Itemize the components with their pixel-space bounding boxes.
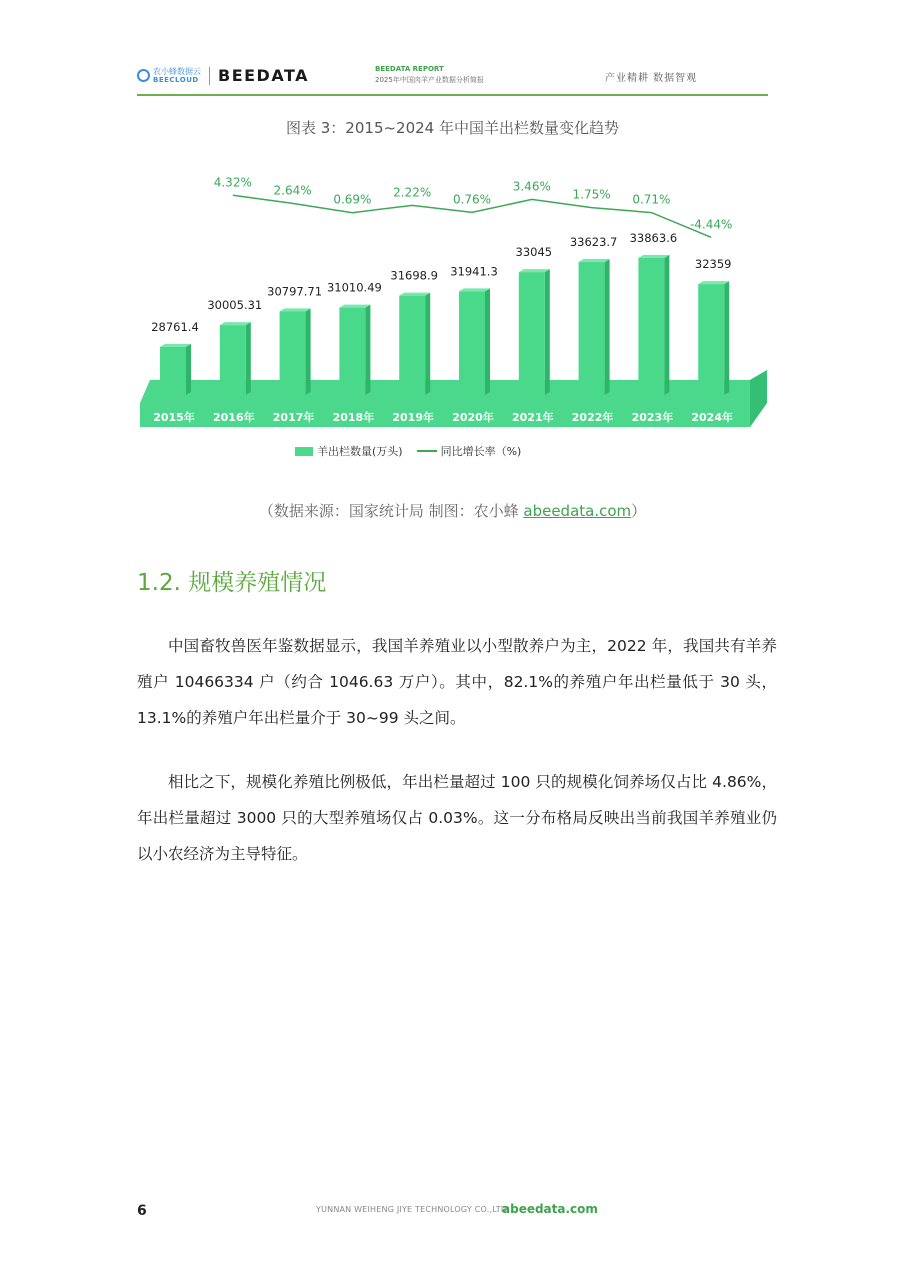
paragraph-2: 相比之下，规模化养殖比例极低，年出栏量超过 100 只的规模化饲养场仅占比 4.86%，年出栏量超过 3000 只的大型养殖场仅占 0.03%。这一分布格局反映出当前我国羊养殖业仍以小农经济为主导特征。 bbox=[137, 773, 777, 863]
bar-side bbox=[365, 305, 370, 395]
bar bbox=[280, 311, 306, 395]
report-title bbox=[375, 65, 484, 85]
paragraph-1: 中国畜牧兽医年鉴数据显示，我国羊养殖业以小型散养户为主，2022 年，我国共有羊养殖户 10466334 户（约合 1046.63 万户）。其中，82.1%的养殖户年出栏量低于 30 头，13.1%的养殖户年出栏量介于 30~99 头之间。 bbox=[137, 637, 777, 727]
chart-legend bbox=[295, 443, 521, 459]
bar-top bbox=[160, 344, 191, 347]
category-label: 2022年 bbox=[571, 411, 614, 424]
legend-bar-swatch bbox=[295, 447, 313, 456]
source-link[interactable]: abeedata.com bbox=[523, 502, 632, 520]
bar-value-label: 33045 bbox=[515, 245, 553, 260]
bar bbox=[698, 284, 724, 395]
bar bbox=[579, 262, 605, 395]
bar-value-label: 32359 bbox=[694, 257, 732, 272]
logo-divider bbox=[209, 67, 210, 85]
bar-side bbox=[605, 259, 610, 395]
page-number: 6 bbox=[137, 1203, 147, 1219]
category-label: 2024年 bbox=[691, 411, 734, 424]
bar-top bbox=[339, 305, 370, 308]
category-label: 2023年 bbox=[631, 411, 674, 424]
logo-cn: 农小蜂数据云 bbox=[153, 67, 201, 76]
bar-top bbox=[519, 269, 550, 272]
logo bbox=[137, 66, 309, 85]
growth-rate-label: 2.64% bbox=[273, 183, 312, 198]
bar-side bbox=[485, 288, 490, 395]
bar bbox=[220, 325, 246, 395]
bar-side bbox=[246, 322, 251, 395]
bar-value-label: 33863.6 bbox=[629, 230, 678, 245]
beecloud-logo-icon bbox=[137, 69, 150, 82]
bar-side bbox=[186, 344, 191, 395]
bar-top bbox=[220, 322, 251, 325]
bar-side bbox=[545, 269, 550, 395]
chart-source bbox=[0, 500, 905, 521]
logo-en: BEECLOUD bbox=[153, 76, 199, 84]
footer-site[interactable]: abeedata.com bbox=[502, 1202, 598, 1216]
legend-line-swatch bbox=[417, 450, 437, 452]
bar-top bbox=[579, 259, 610, 262]
bar-side bbox=[306, 308, 311, 395]
bar-top bbox=[638, 255, 669, 258]
bar-side bbox=[425, 293, 430, 395]
bar-top bbox=[459, 288, 490, 291]
growth-rate-label: 0.71% bbox=[632, 192, 671, 207]
source-text: （数据来源：国家统计局 制图：农小蜂 bbox=[258, 502, 524, 520]
sheep-slaughter-chart bbox=[130, 170, 775, 435]
bar-top bbox=[399, 293, 430, 296]
bar-value-label: 31941.3 bbox=[450, 264, 498, 279]
category-label: 2016年 bbox=[212, 411, 255, 424]
legend-bar-label: 羊出栏数量(万头) bbox=[317, 445, 403, 458]
source-suffix: ） bbox=[631, 502, 647, 520]
bar bbox=[160, 347, 186, 395]
footer-company: YUNNAN WEIHENG JIYE TECHNOLOGY CO.,LTD. bbox=[316, 1205, 510, 1214]
category-label: 2020年 bbox=[452, 411, 494, 424]
category-label: 2017年 bbox=[272, 411, 315, 424]
bar-side bbox=[664, 255, 669, 395]
bar-value-label: 30797.71 bbox=[267, 284, 323, 299]
legend-line-label: 同比增长率（%) bbox=[440, 445, 522, 458]
growth-rate-label: 4.32% bbox=[213, 175, 252, 190]
bar-top bbox=[698, 281, 729, 284]
growth-rate-label: -4.44% bbox=[689, 217, 733, 232]
bar bbox=[339, 308, 365, 395]
growth-rate-label: 2.22% bbox=[393, 185, 432, 200]
brand-name: BEEDATA bbox=[218, 66, 310, 85]
bar-value-label: 33623.7 bbox=[569, 235, 618, 250]
bar-value-label: 31010.49 bbox=[326, 280, 382, 295]
report-title-en: BEEDATA REPORT bbox=[375, 65, 444, 73]
bar bbox=[638, 258, 664, 395]
logo-text bbox=[153, 67, 201, 84]
bar-top bbox=[280, 308, 311, 311]
category-label: 2019年 bbox=[392, 411, 435, 424]
category-label: 2015年 bbox=[153, 411, 195, 424]
bar-value-label: 28761.4 bbox=[151, 319, 199, 334]
bar bbox=[399, 296, 425, 395]
bar-value-label: 31698.9 bbox=[390, 268, 438, 283]
section-heading: 1.2. 规模养殖情况 bbox=[137, 570, 327, 596]
page-header bbox=[137, 62, 768, 96]
chart-title: 图表 3：2015~2024 年中国羊出栏数量变化趋势 bbox=[286, 119, 619, 137]
bar bbox=[459, 291, 485, 395]
report-title-cn: 2025年中国肉羊产业数据分析简报 bbox=[375, 76, 484, 84]
category-label: 2021年 bbox=[511, 411, 554, 424]
header-slogan: 产业精耕 数据智观 bbox=[605, 73, 698, 84]
category-label: 2018年 bbox=[332, 411, 375, 424]
bar-side bbox=[724, 281, 729, 395]
header-divider bbox=[137, 94, 768, 96]
bar-value-label: 30005.31 bbox=[207, 298, 263, 313]
bar bbox=[519, 272, 545, 395]
growth-rate-label: 0.76% bbox=[452, 192, 492, 207]
chart-platform-side bbox=[750, 370, 767, 427]
growth-rate-label: 3.46% bbox=[512, 179, 551, 194]
growth-rate-label: 0.69% bbox=[333, 192, 372, 207]
growth-rate-label: 1.75% bbox=[572, 187, 611, 202]
